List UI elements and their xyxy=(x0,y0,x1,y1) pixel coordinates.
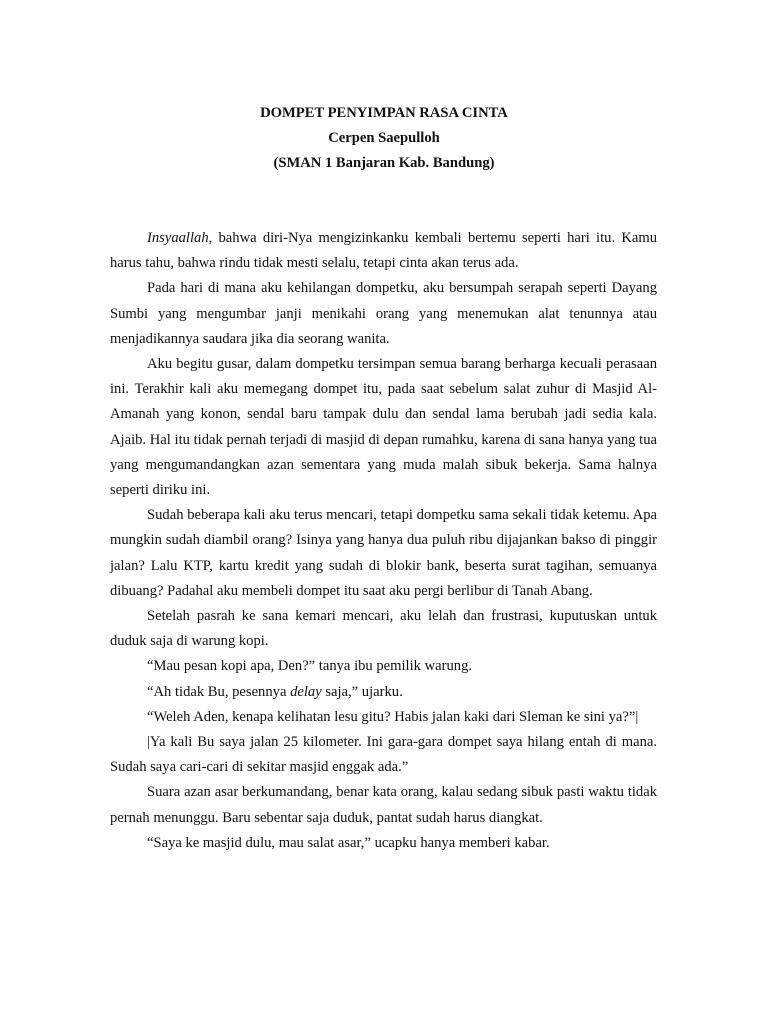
paragraph: “Weleh Aden, kenapa kelihatan lesu gitu? Habis jalan kaki dari Sleman ke sini ya?”| xyxy=(147,708,639,725)
paragraph: Sudah beberapa kali aku terus mencari, tetapi dompetku sama sekali tidak ketemu. Apa mungkin sudah diambil orang? Isinya yang hanya dua puluh ribu dijajankan bakso di pinggir jalan? Lalu KTP, kartu kredit yang sudah di blokir bank, beserta surat tagihan, semuanya dibuang? Padahal aku membeli dompet itu saat aku pergi berlibur di Tanah Abang. xyxy=(110,507,657,599)
paragraph: Pada hari di mana aku kehilangan dompetku, aku bersumpah serapah seperti Dayang Sumbi yang mengumbar janji menikahi orang yang menemukan alat tenunnya atau menjadikannya saudara jika dia seorang wanita. xyxy=(110,280,657,347)
story-body xyxy=(110,226,657,856)
paragraph xyxy=(110,680,657,705)
story-author: Cerpen Saepulloh xyxy=(328,130,440,146)
paragraph-text: , bahwa diri-Nya mengizinkanku kembali bertemu seperti hari itu. Kamu harus tahu, bahwa rindu tidak mesti selalu, tetapi cinta akan terus ada. xyxy=(110,230,657,272)
paragraph: |Ya kali Bu saya jalan 25 kilometer. Ini gara-gara dompet saya hilang entah di mana. Sudah saya cari-cari di sekitar masjid enggak ada.” xyxy=(110,734,657,776)
story-title: DOMPET PENYIMPAN RASA CINTA xyxy=(260,105,508,121)
paragraph-text: “Ah tidak Bu, pesennya xyxy=(147,683,291,700)
paragraph: “Saya ke masjid dulu, mau salat asar,” ucapku hanya memberi kabar. xyxy=(147,834,550,851)
paragraph: Aku begitu gusar, dalam dompetku tersimpan semua barang berharga kecuali perasaan ini. Terakhir kali aku memegang dompet itu, pada saat sebelum salat zuhur di Masjid Al-Amanah yang konon, sendal baru tampak dulu dan sendal lama berubah jadi sedia kala. Ajaib. Hal itu tidak pernah terjadi di masjid di depan rumahku, karena di sana hanya yang tua yang mengumandangkan azan sementara yang muda malah sibuk bekerja. Sama halnya seperti diriku ini. xyxy=(110,356,657,499)
italic-text: Insyaallah xyxy=(147,230,209,246)
paragraph: “Mau pesan kopi apa, Den?” tanya ibu pemilik warung. xyxy=(147,658,473,675)
author-school: (SMAN 1 Banjaran Kab. Bandung) xyxy=(273,155,495,171)
paragraph xyxy=(110,226,657,276)
paragraph-text: saja,” ujarku. xyxy=(321,683,403,700)
paragraph: Suara azan asar berkumandang, benar kata orang, kalau sedang sibuk pasti waktu tidak pernah menunggu. Baru sebentar saja duduk, pantat sudah harus diangkat. xyxy=(110,784,657,826)
paragraph: Setelah pasrah ke sana kemari mencari, aku lelah dan frustrasi, kuputuskan untuk duduk saja di warung kopi. xyxy=(110,608,657,650)
italic-text: delay xyxy=(290,683,322,700)
story-header xyxy=(0,101,768,176)
